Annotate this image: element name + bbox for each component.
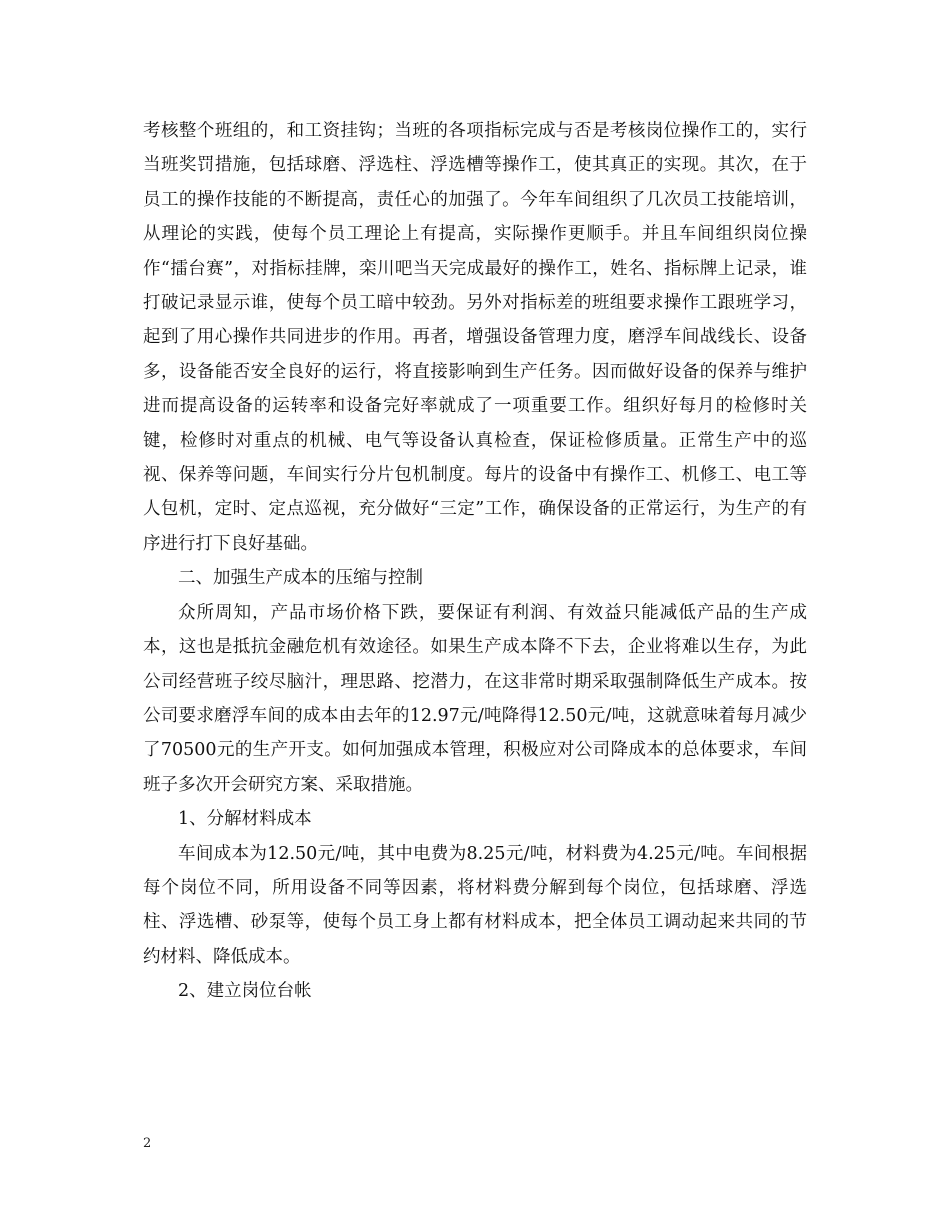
paragraph-material-cost: 车间成本为12.50元/吨，其中电费为8.25元/吨，材料费为4.25元/吨。车间根据每个岗位不同，所用设备不同等因素，将材料费分解到每个岗位，包括球磨、浮选柱、浮选槽、砂泵等，使每个员工身上都有材料成本，把全体员工调动起来共同的节约材料、降低成本。 [143, 843, 807, 967]
body-text [143, 114, 807, 1009]
subheading-material-cost: 1、分解材料成本 [178, 809, 312, 830]
paragraph-cost-reduction: 众所周知，产品市场价格下跌，要保证有利润、有效益只能减低产品的生产成本，这也是抵抗金融危机有效途径。如果生产成本降不下去，企业将难以生存，为此公司经营班子绞尽脑汁，理思路、挖潜力，在这非常时期采取强制降低生产成本。按公司要求磨浮车间的成本由去年的12.97元/吨降得12.50元/吨，这就意味着每月减少了70500元的生产开支。如何加强成本管理，积极应对公司降成本的总体要求，车间班子多次开会研究方案、采取措施。 [143, 602, 807, 795]
page-number: 2 [143, 1136, 152, 1151]
section-heading-cost-control: 二、加强生产成本的压缩与控制 [178, 568, 423, 589]
subheading-post-ledger: 2、建立岗位台帐 [178, 981, 312, 1002]
paragraph-continuation: 考核整个班组的，和工资挂钩；当班的各项指标完成与否是考核岗位操作工的，实行当班奖罚措施，包括球磨、浮选柱、浮选槽等操作工，使其真正的实现。其次，在于员工的操作技能的不断提高，责任心的加强了。今年车间组织了几次员工技能培训，从理论的实践，使每个员工理论上有提高，实际操作更顺手。并且车间组织岗位操作“擂台赛”，对指标挂牌，栾川吧当天完成最好的操作工，姓名、指标牌上记录，谁打破记录显示谁，使每个员工暗中较劲。另外对指标差的班组要求操作工跟班学习，起到了用心操作共同进步的作用。再者，增强设备管理力度，磨浮车间战线长、设备多，设备能否安全良好的运行，将直接影响到生产任务。因而做好设备的保养与维护进而提高设备的运转率和设备完好率就成了一项重要工作。组织好每月的检修时关键，检修时对重点的机械、电气等设备认真检查，保证检修质量。正常生产中的巡视、保养等问题，车间实行分片包机制度。每片的设备中有操作工、机修工、电工等人包机，定时、定点巡视，充分做好“三定”工作，确保设备的正常运行，为生产的有序进行打下良好基础。 [143, 121, 807, 554]
